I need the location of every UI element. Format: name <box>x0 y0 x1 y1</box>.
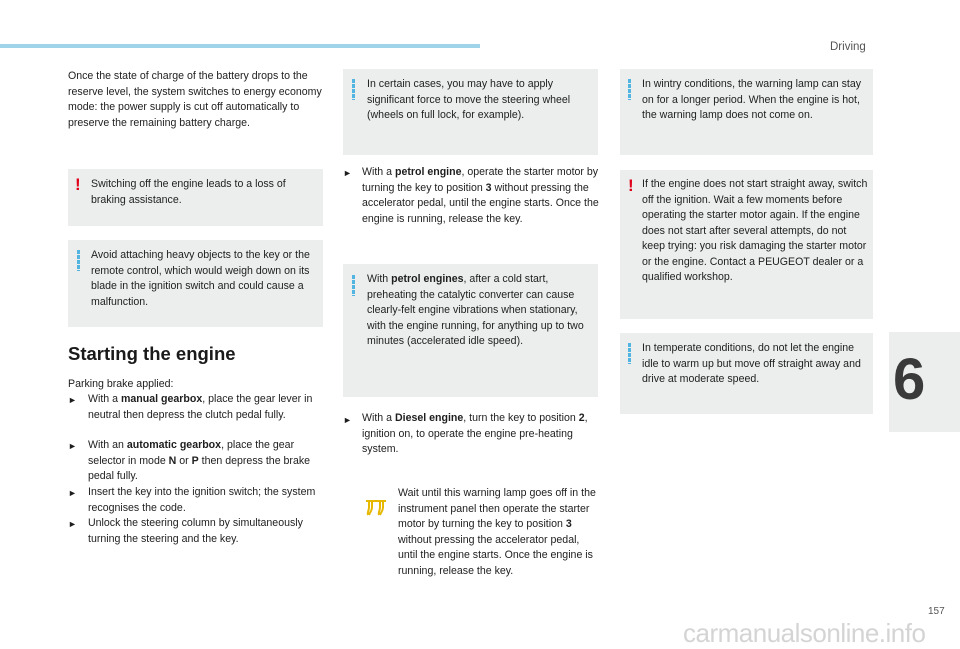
step-petrol-engine: With a petrol engine, operate the starter motor by turning the key to position 3 without pressing the accelerator pedal, until the engine starts. Once the engine is running, release the key. <box>362 166 599 225</box>
step-insert-key: Insert the key into the ignition switch; the system recognises the code. <box>88 486 316 514</box>
info-icon <box>628 79 631 100</box>
step-automatic-gearbox: With an automatic gearbox, place the gear selector in mode N or P then depress the brake pedal fully. <box>88 439 311 482</box>
warning-starting-text: If the engine does not start straight away, switch off the ignition. Wait a few moments before operating the starter motor again. If the engine does not start after several attempts, do not keep trying: you risk damaging the starter motor or the engine. Contact a PEUGEOT dealer or a qualified workshop. <box>642 178 868 283</box>
warning-icon: ! <box>628 176 634 195</box>
step-arrow-icon: ► <box>68 441 77 451</box>
step-arrow-icon: ► <box>68 395 77 405</box>
step-arrow-icon: ► <box>343 168 352 178</box>
info-key-text: Avoid attaching heavy objects to the key or the remote control, which would weigh down on its blade in the ignition switch and could cause a malfunction. <box>91 249 310 308</box>
page-number: 157 <box>928 606 945 617</box>
info-icon <box>628 343 631 364</box>
section-heading: Starting the engine <box>68 343 236 364</box>
battery-intro: Once the state of charge of the battery drops to the reserve level, the system switches to energy economy mode: the power supply is cut off automatically to preserve the remaining battery charge. <box>68 70 322 129</box>
watermark: carmanualsonline.info <box>683 618 926 648</box>
warning-braking-text: Switching off the engine leads to a loss of braking assistance. <box>91 178 286 206</box>
parking-brake-text: Parking brake applied: <box>68 378 174 390</box>
info-icon <box>352 275 355 296</box>
info-icon <box>352 79 355 100</box>
step-arrow-icon: ► <box>68 519 77 529</box>
chapter-number: 6 <box>893 347 926 412</box>
step-arrow-icon: ► <box>68 488 77 498</box>
step-diesel-engine: With a Diesel engine, turn the key to position 2, ignition on, to operate the engine pre-heating system. <box>362 412 588 455</box>
glow-plug-warning-lamp-icon <box>364 498 388 520</box>
step-arrow-icon: ► <box>343 415 352 425</box>
info-wintry-text: In wintry conditions, the warning lamp can stay on for a longer period. When the engine is hot, the warning lamp does not come on. <box>642 78 862 121</box>
info-catalytic-text: With petrol engines, after a cold start, preheating the catalytic converter can cause clearly-felt engine vibrations when stationary, with the engine running, for anything up to two minutes (accelerated idle speed). <box>367 273 584 347</box>
info-steering-text: In certain cases, you may have to apply significant force to move the steering wheel (wheels on full lock, for example). <box>367 78 571 121</box>
chapter-title: Driving <box>830 41 866 53</box>
info-temperate-text: In temperate conditions, do not let the engine idle to warm up but move off straight away and drive at moderate speed. <box>642 342 861 385</box>
info-icon <box>77 250 80 271</box>
header-color-bar <box>0 44 480 48</box>
warning-icon: ! <box>75 175 81 194</box>
glow-lamp-text: Wait until this warning lamp goes off in the instrument panel then operate the starter motor by turning the key to position 3 without pressing the accelerator pedal, until the engine starts. Once the engine is running, release the key. <box>398 487 596 577</box>
step-unlock-steering: Unlock the steering column by simultaneously turning the steering and the key. <box>88 517 303 545</box>
step-manual-gearbox: With a manual gearbox, place the gear lever in neutral then depress the clutch pedal fully. <box>88 393 313 421</box>
